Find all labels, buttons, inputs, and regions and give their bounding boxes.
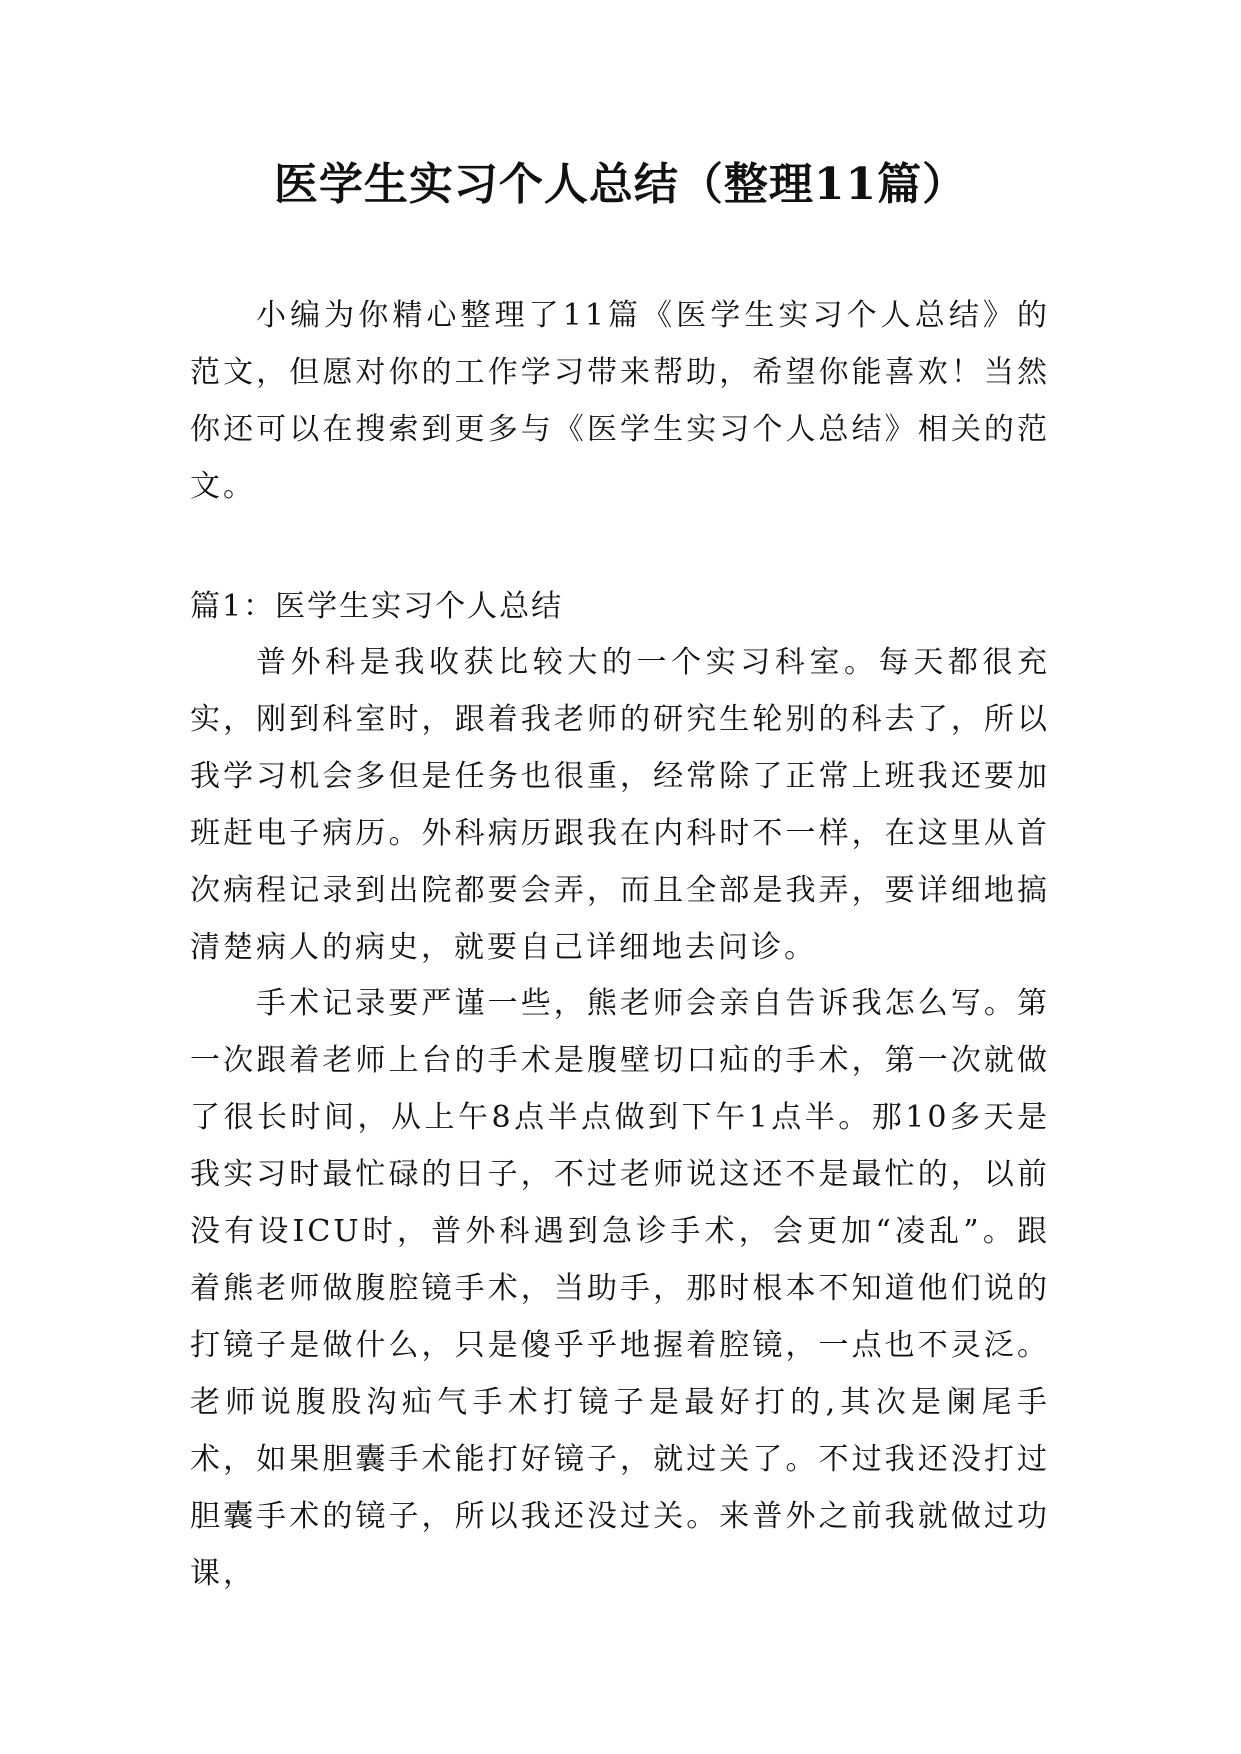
document-title: 医学生实习个人总结（整理11篇） (273, 159, 968, 210)
intro-paragraph: 小编为你精心整理了11篇《医学生实习个人总结》的范文，但愿对你的工作学习带来帮助，希望你能喜欢！当然你还可以在搜索到更多与《医学生实习个人总结》相关的范文。 (190, 298, 1050, 504)
body-paragraph: 手术记录要严谨一些，熊老师会亲自告诉我怎么写。第一次跟着老师上台的手术是腹壁切口疝的手术，第一次就做了很长时间，从上午8点半点做到下午1点半。那10多天是我实习时最忙碌的日子，不过老师说这还不是最忙的，以前没有设ICU时，普外科遇到急诊手术，会更加“凌乱”。跟着熊老师做腹腔镜手术，当助手，那时根本不知道他们说的打镜子是做什么，只是傻乎乎地握着腔镜，一点也不灵泛。老师说腹股沟疝气手术打镜子是最好打的,其次是阑尾手术，如果胆囊手术能打好镜子，就过关了。不过我还没打过胆囊手术的镜子，所以我还没过关。来普外之前我就做过功课， (190, 986, 1050, 1591)
body-paragraph: 普外科是我收获比较大的一个实习科室。每天都很充实，刚到科室时，跟着我老师的研究生轮别的科去了，所以我学习机会多但是任务也很重，经常除了正常上班我还要加班赶电子病历。外科病历跟我在内科时不一样，在这里从首次病程记录到出院都要会弄，而且全部是我弄，要详细地搞清楚病人的病史，就要自己详细地去问诊。 (190, 645, 1050, 965)
section-heading: 篇1：医学生实习个人总结 (190, 589, 564, 624)
